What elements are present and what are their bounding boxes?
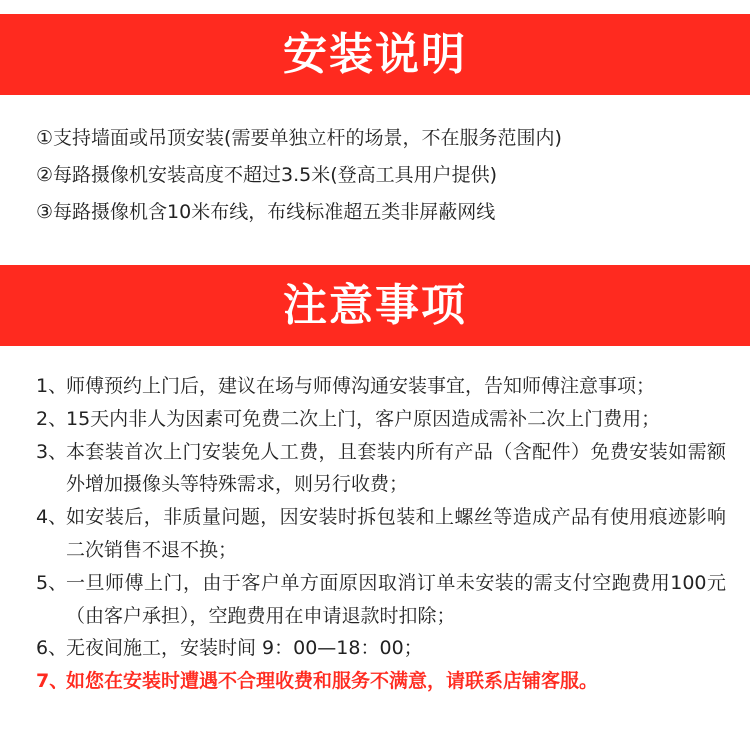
notice-item bbox=[36, 436, 726, 502]
notice-item-text: 如安装后，非质量问题，因安装时拆包装和上螺丝等造成产品有使用痕迹影响二次销售不退不换； bbox=[66, 506, 726, 561]
notice-item bbox=[36, 370, 726, 403]
notice-item-text: 师傅预约上门后，建议在场与师傅沟通安装事宜，告知师傅注意事项； bbox=[66, 375, 656, 397]
notice-item-number: 3、 bbox=[36, 440, 68, 463]
notice-item bbox=[36, 632, 726, 665]
notice-item bbox=[36, 403, 726, 436]
notice-item-highlight bbox=[36, 665, 726, 698]
notice-item-number: 1、 bbox=[36, 375, 68, 397]
notice-item bbox=[36, 567, 726, 633]
notice-header-banner bbox=[0, 265, 750, 346]
install-list bbox=[36, 120, 736, 231]
notice-item-number: 6、 bbox=[36, 637, 68, 660]
install-item: ②每路摄像机安装高度不超过3.5米(登高工具用户提供) bbox=[36, 164, 498, 186]
notice-item-text: 无夜间施工，安装时间 9：00—18：00； bbox=[66, 637, 423, 660]
notice-item-text: 一旦师傅上门，由于客户单方面原因取消订单未安装的需支付空跑费用100元（由客户承担），空跑费用在申请退款时扣除； bbox=[66, 571, 726, 627]
notice-item bbox=[36, 501, 726, 567]
notice-title: 注意事项 bbox=[283, 279, 467, 331]
notice-item-number: 7、 bbox=[36, 670, 69, 693]
notice-item-number: 4、 bbox=[36, 506, 68, 529]
install-header-banner bbox=[0, 14, 750, 95]
notice-item-number: 5、 bbox=[36, 571, 68, 594]
install-item: ③每路摄像机含10米布线，布线标准超五类非屏蔽网线 bbox=[36, 201, 496, 223]
notice-item-text: 15天内非人为因素可免费二次上门，客户原因造成需补二次上门费用； bbox=[66, 407, 661, 430]
notice-item-text: 本套装首次上门安装免人工费，且套装内所有产品（含配件）免费安装如需额外增加摄像头等特殊需求，则另行收费； bbox=[66, 440, 726, 496]
notice-list bbox=[36, 370, 726, 698]
install-title: 安装说明 bbox=[283, 28, 467, 80]
notice-item-text: 如您在安装时遭遇不合理收费和服务不满意，请联系店铺客服。 bbox=[66, 670, 599, 693]
install-item: ①支持墙面或吊顶安装(需要单独立杆的场景，不在服务范围内) bbox=[36, 127, 562, 149]
notice-item-number: 2、 bbox=[36, 407, 68, 430]
